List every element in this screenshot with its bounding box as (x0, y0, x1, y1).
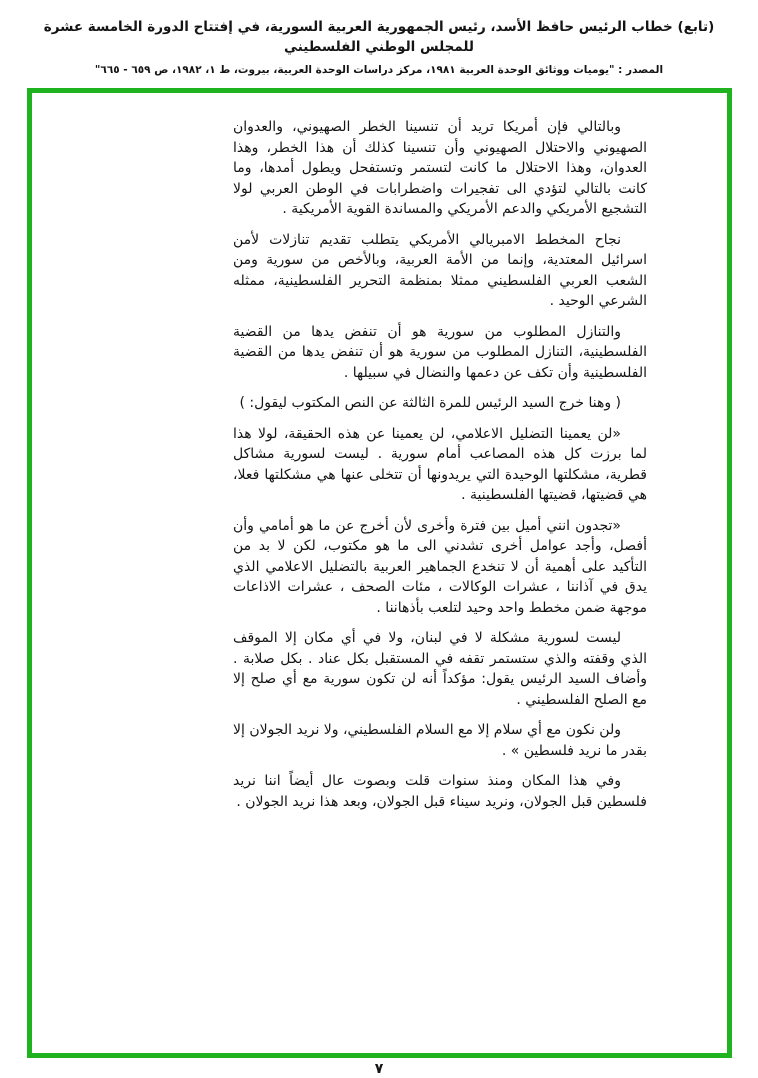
paragraph: والتنازل المطلوب من سورية هو أن تنفض يدها من القضية الفلسطينية، التنازل المطلوب من سورية هو أن تنفض يدها من القضية الفلسطينية وأن تكف عن دعمها والنضال في سبيلها . (233, 323, 647, 381)
paragraph: «لن يعمينا التضليل الاعلامي، لن يعمينا عن هذه الحقيقة، لولا هذا لما برزت كل هذه المصاعب أمام سورية . ليست لسورية مشاكل قطرية، مشكلتها الوحيدة التي يريدونها أن تتخلى عنها هي مشكلتها فعلا، هي قضيتها، قضيتها الفلسطينية . (233, 425, 647, 503)
paragraph: ولن نكون مع أي سلام إلا مع السلام الفلسطيني، ولا نريد الجولان إلا بقدر ما نريد فلسطين » . (233, 722, 647, 759)
paragraph: وفي هذا المكان ومنذ سنوات قلت وبصوت عال أيضاً اننا نريد فلسطين قبل الجولان، ونريد سيناء قبل الجولان، وبعد هذا نريد الجولان . (233, 773, 647, 810)
paragraph: ( وهنا خرج السيد الرئيس للمرة الثالثة عن النص المكتوب ليقول: ) (239, 395, 621, 411)
page-number: ٧ (374, 1061, 384, 1077)
document-header (0, 0, 758, 76)
source-line: المصدر : "يوميات ووثائق الوحدة العربية ١٩٨١، مركز دراسات الوحدة العربية، بيروت، ط ١، ١٩٨٢، ص ٦٥٩ - ٦٦٥" (94, 64, 664, 77)
paragraph: «تجدون انني أميل بين فترة وأخرى لأن أخرج عن ما هو أمامي وأن أفصل، وأجد عوامل أخرى تشدني الى ما هو مكتوب، لكن لا بد من التأكيد على أهمية أن لا تنخدع الجماهير العربية بالتضليل الاعلامي الذي يدق في آذاننا ، عشرات الوكالات ، مئات الصحف ، عشرات الاذاعات موجهة ضمن مخطط واحد وحيد لتلعب بأذهاننا . (233, 517, 647, 616)
paragraph: وبالتالي فإن أمريكا تريد أن تنسينا الخطر الصهيوني، والعدوان الصهيوني والاحتلال الصهيوني وأن تنسينا كذلك أن هذا الخطر، وهذا العدوان، وهذا الاحتلال ما كانت لتستمر وتستفحل ويطول أمدها، وما كانت بالتالي لتؤدي الى تفجيرات واضطرابات في الوطن العربي لولا التشجيع الأمريكي والدعم الأمريكي والمساندة القوية الأمريكية . (233, 119, 647, 217)
paragraph: نجاح المخطط الامبريالي الأمريكي يتطلب تقديم تنازلات لأمن اسرائيل المعتدية، وإنما من الأمة العربية، وبالأخص من سورية ومن الشعب العربي الفلسطيني ممثلا بمنظمة التحرير الفلسطينية، ممثله الشرعي الوحيد . (233, 231, 647, 309)
paragraph: ليست لسورية مشكلة لا في لبنان، ولا في أي مكان إلا الموقف الذي وقفته والذي ستستمر تقفه في المستقبل بكل عناد . بكل صلابة . وأضاف السيد الرئيس يقول: مؤكداً أنه لن تكون سورية مع أي صلح إلا مع الصلح الفلسطيني . (233, 630, 647, 708)
document-body (233, 117, 647, 822)
document-title: (تابع) خطاب الرئيس حافظ الأسد، رئيس الجمهورية العربية السورية، في إفتتاح الدورة الخامسة عشرة للمجلس الوطني الفلسطيني (43, 19, 715, 55)
content-frame (27, 88, 732, 1058)
